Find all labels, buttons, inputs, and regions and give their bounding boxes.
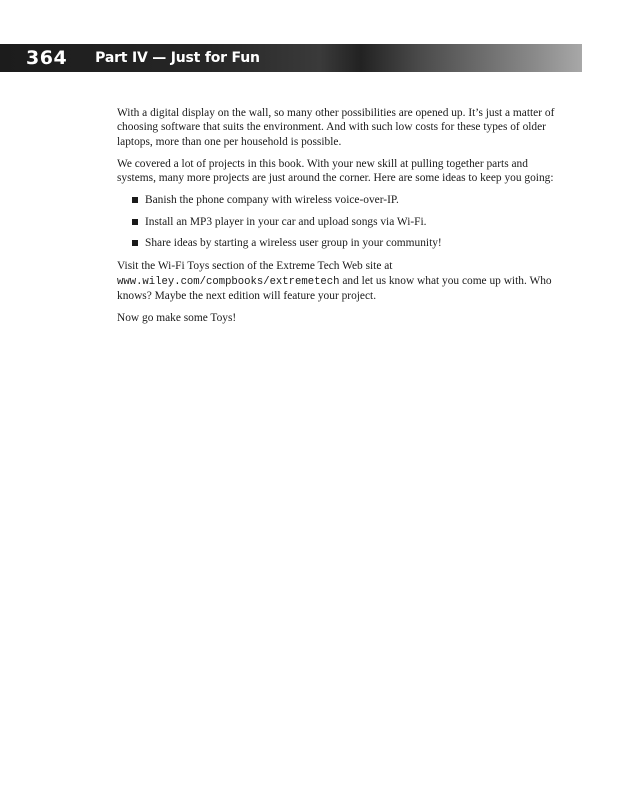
square-bullet-icon: [132, 219, 138, 225]
part-title: Part IV — Just for Fun: [95, 50, 260, 66]
page-body: [117, 106, 557, 334]
paragraph-digital-display: With a digital display on the wall, so many other possibilities are opened up. It’s just a matter of choosing software that suits the environment. And with such low costs for these types of older laptops, more than one per household is possible.: [117, 107, 555, 148]
visit-text-continued: and let us know what you come up with. Who knows? Maybe the next edition will feature your project.: [117, 274, 552, 302]
list-item-text: Share ideas by starting a wireless user group in your community!: [145, 237, 442, 250]
list-item-text: Banish the phone company with wireless voice-over-IP.: [145, 194, 399, 207]
paragraph-projects: We covered a lot of projects in this book. With your new skill at pulling together parts and systems, many more projects are just around the corner. Here are some ideas to keep you going:: [117, 157, 554, 185]
ideas-list: [117, 193, 557, 250]
list-item: [117, 236, 557, 250]
paragraph-closing: Now go make some Toys!: [117, 312, 237, 325]
paragraph-visit-site: [117, 259, 557, 303]
running-header: [0, 44, 582, 72]
list-item: [117, 215, 557, 229]
wiley-url-link[interactable]: www.wiley.com/compbooks/extremetech: [117, 275, 340, 288]
square-bullet-icon: [132, 197, 138, 203]
page-number: 364: [26, 47, 68, 69]
list-item: [117, 193, 557, 207]
square-bullet-icon: [132, 240, 138, 246]
visit-text: Visit the Wi-Fi Toys section of the Extreme Tech Web site at: [117, 260, 393, 273]
list-item-text: Install an MP3 player in your car and upload songs via Wi-Fi.: [145, 215, 427, 228]
